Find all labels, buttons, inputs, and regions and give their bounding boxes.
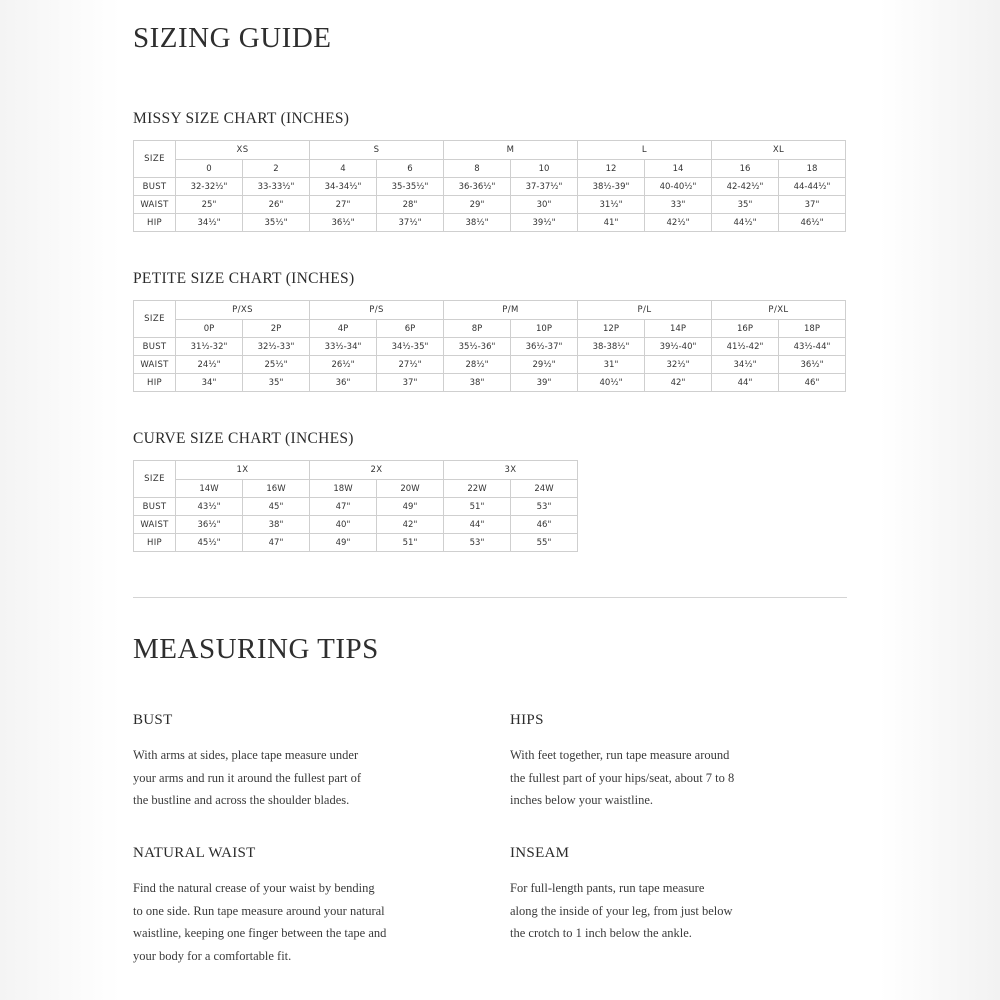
measurement-value: 47"	[243, 534, 310, 552]
size-group-header: XS	[176, 141, 310, 160]
measurement-value: 34½-35"	[377, 338, 444, 356]
measurement-label: HIP	[134, 374, 176, 392]
measurement-value: 36½-37"	[511, 338, 578, 356]
measurement-value: 40½"	[578, 374, 645, 392]
size-number-header: 0	[176, 160, 243, 178]
tip-line: the fullest part of your hips/seat, about 7 to 8	[510, 770, 735, 785]
size-number-header: 8P	[444, 320, 511, 338]
measurement-value: 29"	[444, 196, 511, 214]
curve-chart-title: CURVE SIZE CHART (INCHES)	[133, 430, 354, 447]
measurement-value: 30"	[511, 196, 578, 214]
measurement-value: 37½"	[377, 214, 444, 232]
measurement-value: 38"	[243, 516, 310, 534]
size-group-row	[134, 141, 846, 160]
tip-inseam	[510, 845, 820, 945]
tip-bust	[133, 712, 443, 812]
tip-heading: BUST	[133, 712, 173, 728]
size-group-header: L	[578, 141, 712, 160]
size-group-header: P/S	[310, 301, 444, 320]
measurement-value: 49"	[377, 498, 444, 516]
petite-chart-title: PETITE SIZE CHART (INCHES)	[133, 270, 355, 287]
size-group-header: P/L	[578, 301, 712, 320]
measurement-value: 28½"	[444, 356, 511, 374]
size-group-header: S	[310, 141, 444, 160]
measurement-label: HIP	[134, 214, 176, 232]
measurement-value: 49"	[310, 534, 377, 552]
measurement-row	[134, 374, 846, 392]
measurement-row	[134, 516, 578, 534]
measurement-value: 45½"	[176, 534, 243, 552]
measurement-value: 34½"	[712, 356, 779, 374]
measurement-value: 44½"	[712, 214, 779, 232]
measurement-value: 42-42½"	[712, 178, 779, 196]
tip-line: the crotch to 1 inch below the ankle.	[510, 926, 692, 940]
measurement-value: 36-36½"	[444, 178, 511, 196]
measurement-value: 36½"	[310, 214, 377, 232]
tip-line: inches below your waistline.	[510, 793, 654, 807]
measurement-value: 46½"	[779, 214, 846, 232]
size-number-header: 12P	[578, 320, 645, 338]
measurement-value: 35½-36"	[444, 338, 511, 356]
missy-size-table	[133, 140, 846, 232]
tip-text	[133, 744, 443, 812]
measurement-value: 55"	[511, 534, 578, 552]
measurement-value: 35"	[243, 374, 310, 392]
tip-line: your arms and run it around the fullest part of	[133, 770, 362, 785]
size-number-header: 18W	[310, 480, 377, 498]
measurement-value: 36"	[310, 374, 377, 392]
measurement-value: 35"	[712, 196, 779, 214]
measurement-value: 25½"	[243, 356, 310, 374]
measurement-value: 31½-32"	[176, 338, 243, 356]
measurement-label: BUST	[134, 338, 176, 356]
measurement-label: WAIST	[134, 356, 176, 374]
measurement-label: BUST	[134, 178, 176, 196]
measurement-value: 40-40½"	[645, 178, 712, 196]
size-label-cell: SIZE	[134, 141, 176, 178]
size-label-cell: SIZE	[134, 461, 176, 498]
measurement-value: 46"	[511, 516, 578, 534]
measurement-value: 42"	[645, 374, 712, 392]
tip-hips	[510, 712, 820, 812]
size-number-header: 18	[779, 160, 846, 178]
tip-line: the bustline and across the shoulder blades.	[133, 793, 350, 807]
measurement-value: 37-37½"	[511, 178, 578, 196]
size-group-header: P/XS	[176, 301, 310, 320]
curve-size-table	[133, 460, 578, 552]
measurement-value: 45"	[243, 498, 310, 516]
measurement-value: 31"	[578, 356, 645, 374]
measurement-value: 43½-44"	[779, 338, 846, 356]
measurement-label: WAIST	[134, 196, 176, 214]
section-divider	[133, 597, 847, 598]
page-title: SIZING GUIDE	[133, 22, 332, 54]
measurement-value: 39"	[511, 374, 578, 392]
measurement-value: 42"	[377, 516, 444, 534]
measurement-value: 33"	[645, 196, 712, 214]
measurement-value: 24½"	[176, 356, 243, 374]
size-number-header: 22W	[444, 480, 511, 498]
measurement-value: 27"	[310, 196, 377, 214]
measurement-value: 34½"	[176, 214, 243, 232]
tip-line: For full-length pants, run tape measure	[510, 881, 705, 895]
measurement-value: 36½"	[176, 516, 243, 534]
size-group-header: 1X	[176, 461, 310, 480]
size-number-header: 18P	[779, 320, 846, 338]
measurement-value: 47"	[310, 498, 377, 516]
tip-line: waistline, keeping one finger between the tape and	[133, 926, 387, 940]
tip-heading: INSEAM	[510, 845, 570, 861]
measurement-value: 26½"	[310, 356, 377, 374]
measurement-value: 51"	[377, 534, 444, 552]
size-number-header: 24W	[511, 480, 578, 498]
size-number-header: 10P	[511, 320, 578, 338]
measurement-value: 37"	[779, 196, 846, 214]
measurement-value: 32½-33"	[243, 338, 310, 356]
measurement-value: 38½"	[444, 214, 511, 232]
measurement-value: 26"	[243, 196, 310, 214]
measurement-row	[134, 338, 846, 356]
measurement-value: 53"	[511, 498, 578, 516]
measurement-value: 37"	[377, 374, 444, 392]
size-group-row	[134, 461, 578, 480]
measurement-value: 32½"	[645, 356, 712, 374]
measurement-value: 43½"	[176, 498, 243, 516]
measurement-value: 31½"	[578, 196, 645, 214]
measurement-row	[134, 214, 846, 232]
measurement-value: 41½-42"	[712, 338, 779, 356]
measurement-value: 32-32½"	[176, 178, 243, 196]
tip-text	[133, 877, 443, 967]
measurement-value: 44-44½"	[779, 178, 846, 196]
measurement-value: 35½"	[243, 214, 310, 232]
measurement-value: 29½"	[511, 356, 578, 374]
size-number-header: 14P	[645, 320, 712, 338]
size-number-header: 6P	[377, 320, 444, 338]
measurement-row	[134, 178, 846, 196]
tip-heading: HIPS	[510, 712, 544, 728]
tip-text	[510, 877, 820, 945]
measurement-value: 36½"	[779, 356, 846, 374]
size-number-header: 2	[243, 160, 310, 178]
measurement-value: 25"	[176, 196, 243, 214]
size-label-cell: SIZE	[134, 301, 176, 338]
size-number-header: 16W	[243, 480, 310, 498]
size-number-row	[134, 480, 578, 498]
size-number-header: 16P	[712, 320, 779, 338]
measurement-value: 27½"	[377, 356, 444, 374]
petite-size-table	[133, 300, 846, 392]
measurement-value: 38½-39"	[578, 178, 645, 196]
size-group-header: XL	[712, 141, 846, 160]
size-number-header: 4P	[310, 320, 377, 338]
missy-chart-title: MISSY SIZE CHART (INCHES)	[133, 110, 350, 127]
size-number-header: 14	[645, 160, 712, 178]
size-number-header: 12	[578, 160, 645, 178]
measurement-label: HIP	[134, 534, 176, 552]
measurement-value: 46"	[779, 374, 846, 392]
size-group-row	[134, 301, 846, 320]
measurement-value: 28"	[377, 196, 444, 214]
measurement-row	[134, 534, 578, 552]
tip-line: With feet together, run tape measure around	[510, 748, 730, 762]
size-number-row	[134, 320, 846, 338]
measurement-row	[134, 498, 578, 516]
size-number-header: 20W	[377, 480, 444, 498]
measurement-value: 41"	[578, 214, 645, 232]
size-number-header: 4	[310, 160, 377, 178]
measurement-value: 33-33½"	[243, 178, 310, 196]
measurement-label: WAIST	[134, 516, 176, 534]
tip-line: your body for a comfortable fit.	[133, 948, 292, 963]
measurement-value: 39½"	[511, 214, 578, 232]
measurement-value: 44"	[444, 516, 511, 534]
tip-line: Find the natural crease of your waist by bending	[133, 881, 375, 895]
measurement-value: 40"	[310, 516, 377, 534]
measurement-value: 39½-40"	[645, 338, 712, 356]
measurement-value: 51"	[444, 498, 511, 516]
tip-line: With arms at sides, place tape measure under	[133, 748, 359, 762]
measurement-label: BUST	[134, 498, 176, 516]
size-group-header: 3X	[444, 461, 578, 480]
tip-heading: NATURAL WAIST	[133, 845, 256, 861]
measurement-value: 34"	[176, 374, 243, 392]
size-group-header: 2X	[310, 461, 444, 480]
measurement-value: 53"	[444, 534, 511, 552]
tip-text	[510, 744, 820, 812]
measuring-tips-title: MEASURING TIPS	[133, 633, 379, 665]
measurement-value: 34-34½"	[310, 178, 377, 196]
measurement-value: 42½"	[645, 214, 712, 232]
size-number-header: 14W	[176, 480, 243, 498]
size-number-header: 10	[511, 160, 578, 178]
measurement-value: 38-38½"	[578, 338, 645, 356]
size-number-header: 6	[377, 160, 444, 178]
size-group-header: P/M	[444, 301, 578, 320]
measurement-row	[134, 196, 846, 214]
size-number-header: 16	[712, 160, 779, 178]
size-number-header: 0P	[176, 320, 243, 338]
size-group-header: M	[444, 141, 578, 160]
size-number-header: 2P	[243, 320, 310, 338]
measurement-value: 44"	[712, 374, 779, 392]
measurement-row	[134, 356, 846, 374]
tip-natural-waist	[133, 845, 443, 967]
size-number-row	[134, 160, 846, 178]
measurement-value: 35-35½"	[377, 178, 444, 196]
size-number-header: 8	[444, 160, 511, 178]
tip-line: along the inside of your leg, from just below	[510, 903, 733, 918]
measurement-value: 38"	[444, 374, 511, 392]
tip-line: to one side. Run tape measure around your natural	[133, 903, 385, 918]
size-group-header: P/XL	[712, 301, 846, 320]
measurement-value: 33½-34"	[310, 338, 377, 356]
